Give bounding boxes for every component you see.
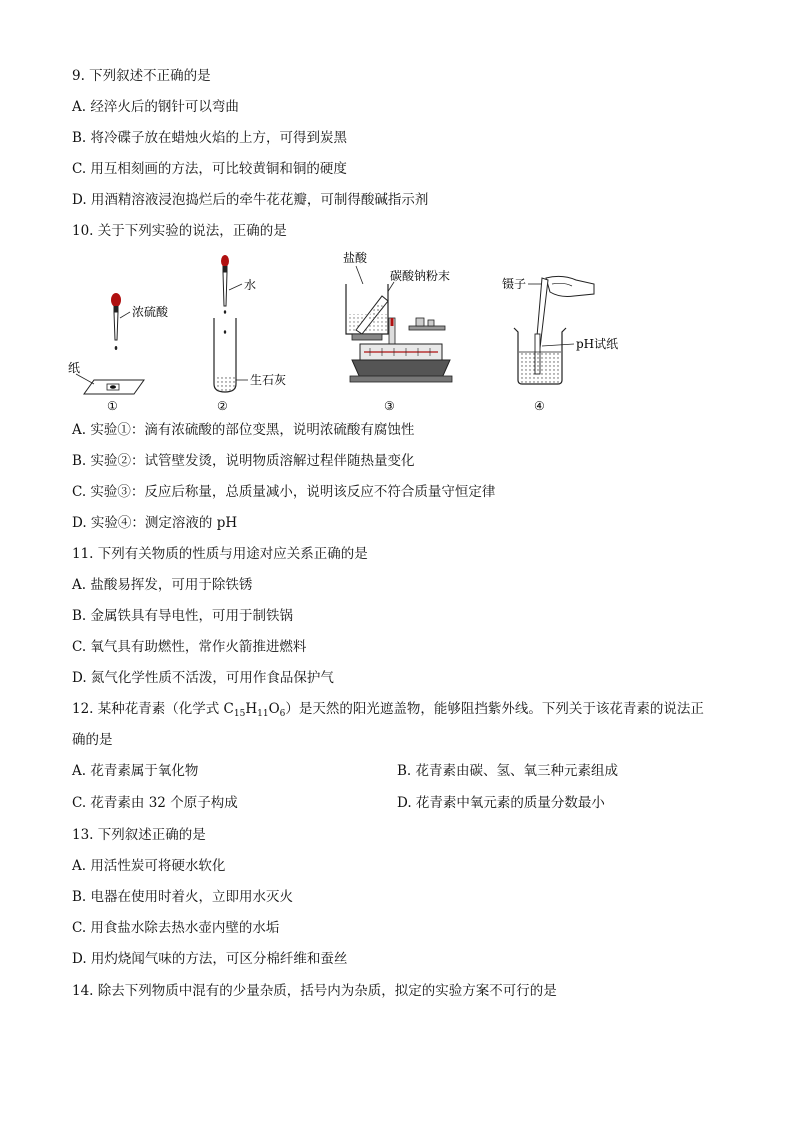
droplet-1 bbox=[115, 346, 118, 350]
label-water: 水 bbox=[244, 278, 257, 292]
q13-option-a: A. 用活性炭可将硬水软化 bbox=[72, 858, 226, 874]
quicklime-solid bbox=[215, 376, 235, 391]
q12-stem-part2: ）是天然的阳光遮盖物，能够阻挡紫外线。下列关于该花青素的说法正 bbox=[285, 701, 704, 717]
dropper-bulb-2 bbox=[221, 255, 229, 267]
label-hydrochloric-acid: 盐酸 bbox=[343, 251, 368, 265]
q11-option-a: A. 盐酸易挥发，可用于除铁锈 bbox=[72, 577, 253, 593]
q13-option-d: D. 用灼烧闻气味的方法，可区分棉纤维和蚕丝 bbox=[72, 951, 348, 967]
question-10-stem: 10. 关于下列实验的说法，正确的是 bbox=[72, 223, 287, 239]
label-paper: 纸 bbox=[68, 361, 81, 375]
q12-option-d: D. 花青素中氧元素的质量分数最小 bbox=[397, 795, 605, 811]
figure-number-3: ③ bbox=[384, 399, 395, 413]
hand bbox=[546, 276, 594, 296]
figure-number-4: ④ bbox=[534, 399, 545, 413]
q13-option-b: B. 电器在使用时着火，立即用水灭火 bbox=[72, 889, 294, 905]
q9-option-c: C. 用互相刻画的方法，可比较黄铜和铜的硬度 bbox=[72, 161, 347, 177]
q9-option-a: A. 经淬火后的钢针可以弯曲 bbox=[72, 99, 239, 115]
experiment-figure bbox=[64, 248, 624, 416]
q11-option-d: D. 氮气化学性质不活泼，可用作食品保护气 bbox=[72, 670, 334, 686]
q12-sub-oxygen: 6 bbox=[279, 709, 286, 719]
label-sodium-carbonate: 碳酸钠粉末 bbox=[390, 269, 451, 283]
q10-option-d: D. 实验④：测定溶液的 pH bbox=[72, 515, 238, 531]
label-tweezers: 镊子 bbox=[502, 277, 527, 291]
q12-hydrogen: H bbox=[245, 701, 258, 717]
dropper-bulb-1 bbox=[111, 293, 121, 307]
q9-option-d: D. 用酒精溶液浸泡捣烂后的牵牛花花瓣，可制得酸碱指示剂 bbox=[72, 192, 429, 208]
balance-base bbox=[352, 360, 450, 378]
experiment-3 bbox=[343, 250, 452, 413]
figure-number-1: ① bbox=[107, 399, 118, 413]
q11-option-c: C. 氧气具有助燃性，常作火箭推进燃料 bbox=[72, 639, 307, 655]
q12-option-c: C. 花青素由 32 个原子构成 bbox=[72, 795, 238, 811]
question-12-stem bbox=[72, 700, 704, 718]
q12-option-a: A. 花青素属于氧化物 bbox=[72, 763, 199, 779]
question-9-stem: 9. 下列叙述不正确的是 bbox=[72, 68, 211, 84]
q11-option-b: B. 金属铁具有导电性，可用于制铁锅 bbox=[72, 608, 294, 624]
label-quicklime: 生石灰 bbox=[250, 373, 287, 387]
experiment-4 bbox=[502, 276, 618, 413]
q12-sub-hydrogen: 11 bbox=[257, 709, 269, 719]
question-11-stem: 11. 下列有关物质的性质与用途对应关系正确的是 bbox=[72, 546, 368, 562]
question-12-stem-line2: 确的是 bbox=[72, 732, 113, 748]
q10-option-b: B. 实验②：试管壁发烫，说明物质溶解过程伴随热量变化 bbox=[72, 453, 415, 469]
q10-option-a: A. 实验①：滴有浓硫酸的部位变黑，说明浓硫酸有腐蚀性 bbox=[72, 422, 415, 438]
dropper-tube-1 bbox=[114, 312, 118, 340]
q12-option-b: B. 花青素由碳、氢、氧三种元素组成 bbox=[397, 763, 619, 779]
question-13-stem: 13. 下列叙述正确的是 bbox=[72, 827, 206, 843]
blackened-spot bbox=[110, 385, 116, 389]
question-14-stem: 14. 除去下列物质中混有的少量杂质，括号内为杂质，拟定的实验方案不可行的是 bbox=[72, 983, 557, 999]
dropper-collar-1 bbox=[114, 306, 119, 312]
solution bbox=[519, 352, 561, 383]
dropper-tube-2 bbox=[223, 272, 227, 306]
q10-option-c: C. 实验③：反应后称量，总质量减小，说明该反应不符合质量守恒定律 bbox=[72, 484, 496, 500]
q9-option-b: B. 将冷碟子放在蜡烛火焰的上方，可得到炭黑 bbox=[72, 130, 348, 146]
experiment-1 bbox=[68, 293, 169, 413]
label-conc-sulfuric-acid: 浓硫酸 bbox=[132, 305, 169, 319]
experiment-2 bbox=[214, 255, 286, 413]
q13-option-c: C. 用食盐水除去热水壶内壁的水垢 bbox=[72, 920, 280, 936]
label-ph-paper: pH试纸 bbox=[576, 337, 619, 351]
q12-oxygen: O bbox=[268, 701, 280, 717]
q12-stem-part1: 12. 某种花青素（化学式 C bbox=[72, 701, 234, 717]
q12-sub-carbon: 15 bbox=[233, 709, 246, 719]
figure-number-2: ② bbox=[217, 399, 228, 413]
